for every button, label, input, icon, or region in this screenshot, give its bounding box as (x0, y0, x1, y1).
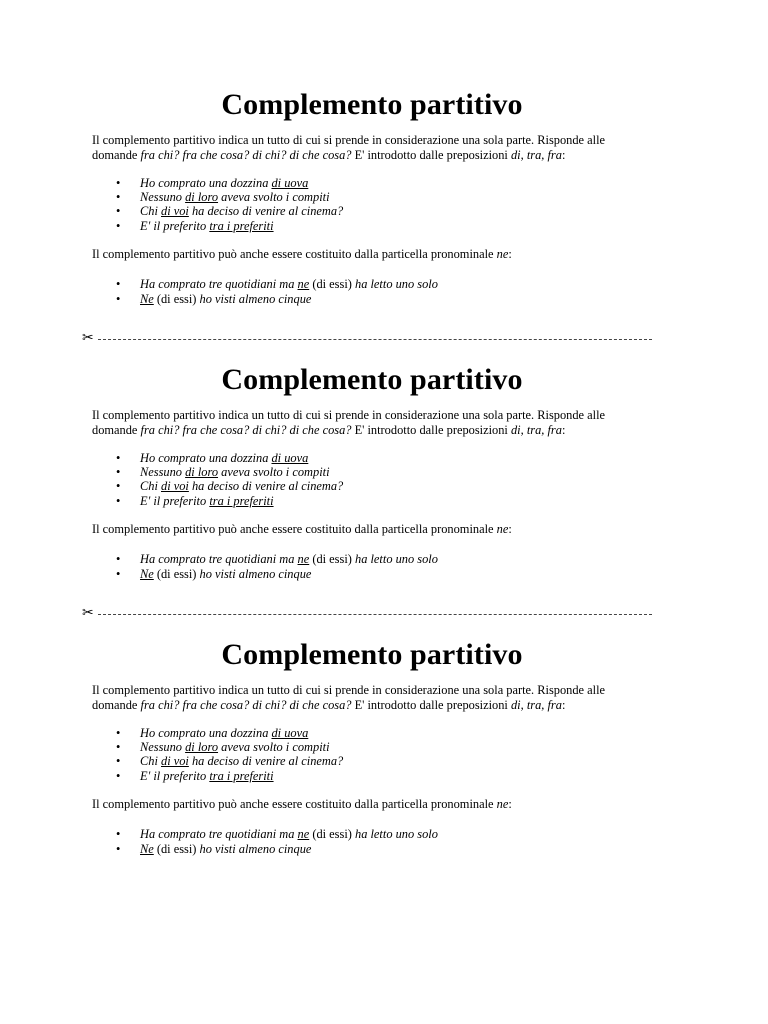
examples-list (92, 451, 652, 508)
examples-list (92, 176, 652, 233)
ne-paragraph: Il complemento partitivo può anche essere costituito dalla particella pronominale ne: (92, 521, 512, 536)
list-item: • Nessuno di loro aveva svolto i compiti (116, 190, 330, 205)
ne-examples-list (92, 277, 652, 305)
intro-paragraph: Il complemento partitivo indica un tutto di cui si prende in considerazione una sola parte. Risponde alle domande fra chi? fra che cosa? di chi? di che cosa? E' introdotto dalle preposizioni di, tra, fra: (92, 408, 606, 437)
ne-examples-list (92, 552, 652, 580)
list-item: • E' il preferito tra i preferiti (116, 493, 274, 508)
ne-paragraph: Il complemento partitivo può anche essere costituito dalla particella pronominale ne: (92, 246, 512, 261)
list-item: • E' il preferito tra i preferiti (116, 218, 274, 233)
list-item: • Ha comprato tre quotidiani ma ne (di essi) ha letto uno solo (116, 827, 438, 842)
scissors-icon: ✂ (82, 330, 94, 346)
ne-examples-list (92, 827, 652, 855)
intro-paragraph: Il complemento partitivo indica un tutto di cui si prende in considerazione una sola parte. Risponde alle domande fra chi? fra che cosa? di chi? di che cosa? E' introdotto dalle preposizioni di, tra, fra: (92, 683, 606, 712)
list-item: • Nessuno di loro aveva svolto i compiti (116, 465, 330, 480)
section-2 (92, 362, 652, 581)
cut-line-1 (82, 330, 652, 346)
dashed-divider (98, 339, 652, 340)
list-item: • Chi di voi ha deciso di venire al cinema? (116, 754, 344, 769)
page-title: Complemento partitivo (221, 88, 523, 121)
cut-line-2 (82, 605, 652, 621)
list-item: • Chi di voi ha deciso di venire al cinema? (116, 204, 344, 219)
list-item: • Ha comprato tre quotidiani ma ne (di essi) ha letto uno solo (116, 552, 438, 567)
list-item: • Ha comprato tre quotidiani ma ne (di essi) ha letto uno solo (116, 277, 438, 292)
list-item: • Ne (di essi) ho visti almeno cinque (116, 841, 312, 856)
list-item: • E' il preferito tra i preferiti (116, 768, 274, 783)
list-item: • Ho comprato una dozzina di uova (116, 726, 309, 740)
section-1 (92, 87, 652, 306)
list-item: • Chi di voi ha deciso di venire al cinema? (116, 479, 344, 494)
list-item: • Ho comprato una dozzina di uova (116, 451, 309, 465)
ne-paragraph: Il complemento partitivo può anche essere costituito dalla particella pronominale ne: (92, 796, 512, 811)
page-title: Complemento partitivo (221, 638, 523, 671)
list-item: • Ho comprato una dozzina di uova (116, 176, 309, 190)
scissors-icon: ✂ (82, 605, 94, 621)
intro-paragraph: Il complemento partitivo indica un tutto di cui si prende in considerazione una sola parte. Risponde alle domande fra chi? fra che cosa? di chi? di che cosa? E' introdotto dalle preposizioni di, tra, fra: (92, 133, 606, 162)
list-item: • Nessuno di loro aveva svolto i compiti (116, 740, 330, 755)
dashed-divider (98, 614, 652, 615)
examples-list (92, 726, 652, 783)
section-3 (92, 637, 652, 856)
page-title: Complemento partitivo (221, 363, 523, 396)
list-item: • Ne (di essi) ho visti almeno cinque (116, 566, 312, 581)
list-item: • Ne (di essi) ho visti almeno cinque (116, 291, 312, 306)
